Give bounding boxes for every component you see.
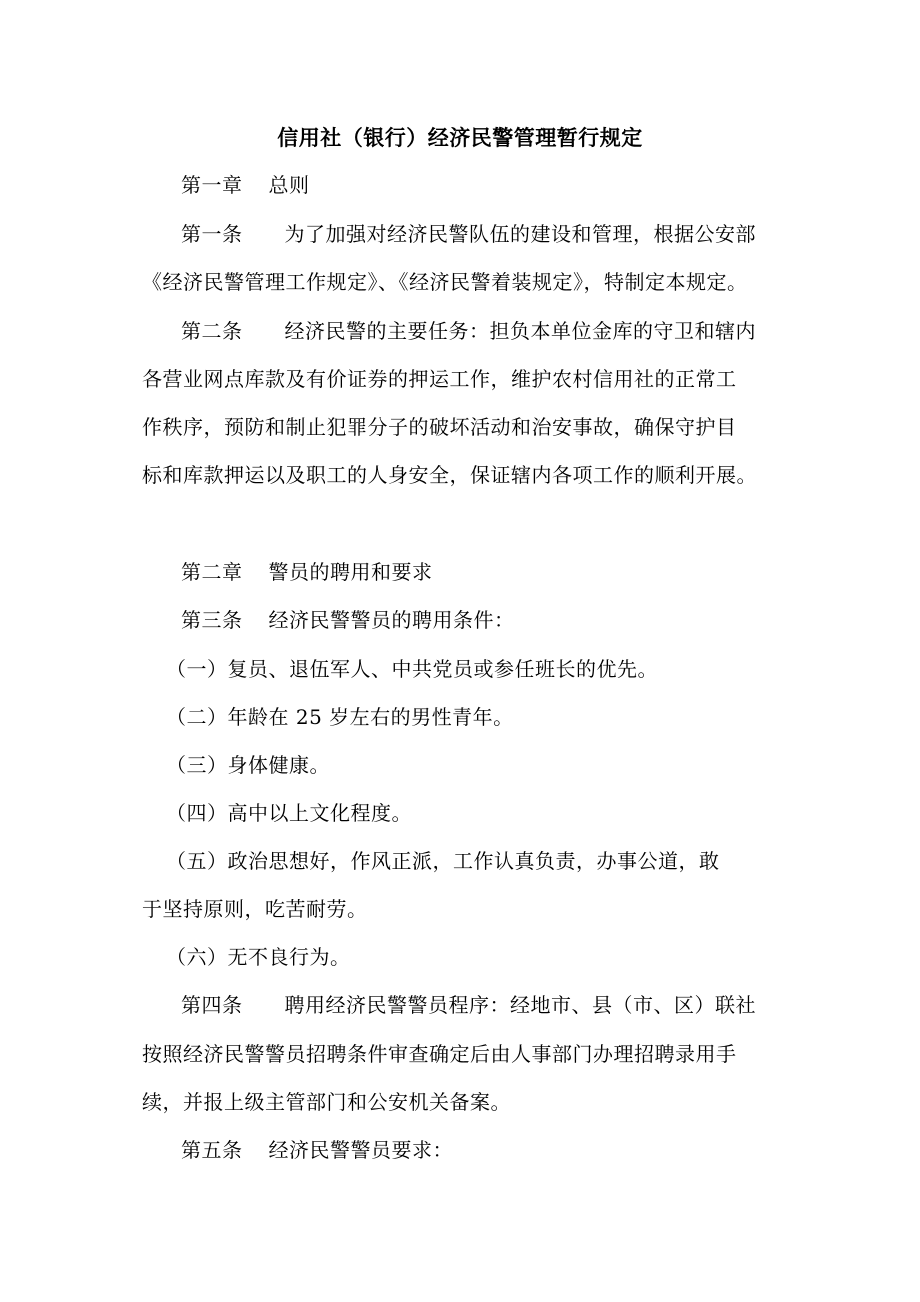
article-1-line-2: 《经济民警管理工作规定》、《经济民警着装规定》，特制定本规定。 (142, 270, 748, 294)
article-2-label: 第二条 (181, 319, 243, 343)
article-2-text: 经济民警的主要任务：担负本单位金库的守卫和辖内 (284, 319, 756, 343)
article-4-text: 聘用经济民警警员程序：经地市、县（市、区）联社 (284, 993, 756, 1017)
article-2-line-2: 各营业网点库款及有价证券的押运工作，维护农村信用社的正常工 (142, 367, 737, 391)
condition-2: （二）年龄在 25 岁左右的男性青年。 (166, 705, 514, 729)
condition-5-line-2: 于坚持原则，吃苦耐劳。 (142, 897, 368, 921)
article-5-label: 第五条 (181, 1138, 243, 1162)
condition-6: （六）无不良行为。 (166, 945, 351, 969)
chapter-2-label: 第二章 (181, 560, 243, 584)
condition-1: （一）复员、退伍军人、中共党员或参任班长的优先。 (166, 657, 658, 681)
article-1-label: 第一条 (181, 222, 243, 246)
article-4-label: 第四条 (181, 993, 243, 1017)
document-title: 信用社（银行）经济民警管理暂行规定 (277, 125, 643, 150)
article-1-line-1 (181, 219, 756, 249)
article-3-text: 经济民警警员的聘用条件： (268, 608, 515, 632)
article-4-line-1 (181, 990, 756, 1020)
chapter-2-name: 警员的聘用和要求 (268, 560, 433, 584)
condition-5-line-1: （五）政治思想好，作风正派，工作认真负责，办事公道，敢 (166, 849, 720, 873)
condition-4: （四）高中以上文化程度。 (166, 801, 412, 825)
article-2-line-3: 作秩序，预防和制止犯罪分子的破坏活动和治安事故，确保守护目 (142, 415, 737, 439)
article-5-line (181, 1135, 453, 1165)
article-3-label: 第三条 (181, 608, 243, 632)
article-1-text: 为了加强对经济民警队伍的建设和管理，根据公安部 (284, 222, 756, 246)
condition-3: （三）身体健康。 (166, 753, 330, 777)
chapter-1-name: 总则 (268, 173, 310, 197)
article-3-line (181, 605, 515, 635)
article-5-text: 经济民警警员要求： (268, 1138, 453, 1162)
article-4-line-2: 按照经济民警警员招聘条件审查确定后由人事部门办理招聘录用手 (142, 1042, 737, 1066)
article-2-line-1 (181, 316, 756, 346)
chapter-2-heading (181, 557, 433, 587)
article-4-line-3: 续，并报上级主管部门和公安机关备案。 (142, 1090, 511, 1114)
chapter-1-heading (181, 170, 310, 200)
article-2-line-4: 标和库款押运以及职工的人身安全，保证辖内各项工作的顺利开展。 (142, 463, 757, 487)
chapter-1-label: 第一章 (181, 173, 243, 197)
